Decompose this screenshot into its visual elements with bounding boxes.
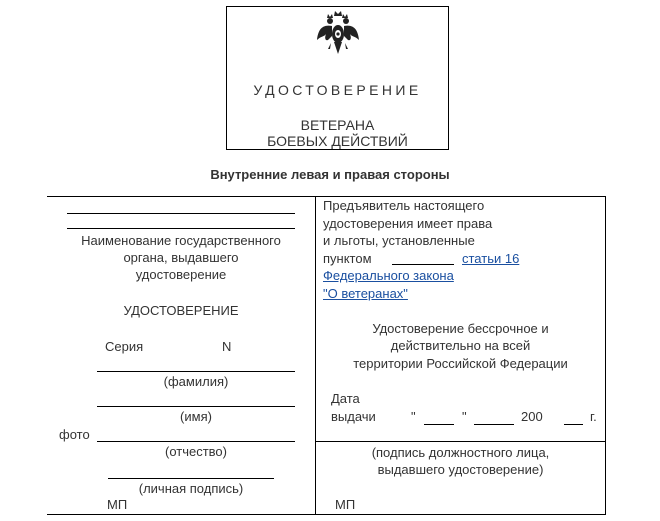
- year-blank: [564, 424, 583, 425]
- issuer-name-line-1: [67, 213, 295, 214]
- rights-line2: удостоверения имеет права: [323, 216, 493, 231]
- official-signature-label-line2: выдавшего удостоверение): [377, 462, 544, 477]
- issuer-name-line-2: [67, 228, 295, 229]
- issue-date-label-line2: выдачи: [331, 409, 376, 424]
- validity-line3: территории Российской Федерации: [353, 356, 568, 371]
- personal-signature-line: [108, 478, 274, 479]
- patronymic-line: [97, 441, 295, 442]
- surname-label: (фамилия): [163, 374, 229, 389]
- photo-label: фото: [59, 427, 90, 442]
- name-line: [97, 406, 295, 407]
- left-stamp-label: МП: [107, 497, 128, 512]
- day-quote-open: ": [411, 409, 416, 424]
- validity-line2: действительно на всей: [390, 338, 531, 353]
- issue-date-label-line1: Дата: [331, 391, 360, 406]
- rights-point-label: пунктом: [323, 251, 372, 266]
- point-number-blank: [392, 264, 454, 265]
- number-label: N: [222, 339, 232, 354]
- signature-area-divider: [315, 441, 606, 442]
- cover-title: УДОСТОВЕРЕНИЕ: [253, 82, 422, 98]
- official-signature-label-line1: (подпись должностного лица,: [371, 445, 550, 460]
- personal-signature-label: (личная подпись): [138, 481, 244, 496]
- cover-subtitle-line1: ВЕТЕРАНА: [300, 117, 375, 133]
- rights-line1: Предъявитель настоящего: [323, 198, 485, 213]
- right-stamp-label: МП: [335, 497, 356, 512]
- surname-line: [97, 371, 295, 372]
- patronymic-label: (отчество): [164, 444, 227, 459]
- inner-sides-caption: Внутренние левая и правая стороны: [210, 167, 450, 182]
- spread-top-border: [47, 196, 606, 197]
- issuer-label-line1: Наименование государственного: [81, 233, 281, 248]
- issuer-label-line2: органа, выдавшего: [123, 250, 239, 265]
- validity-line1: Удостоверение бессрочное и: [372, 321, 549, 336]
- veterans-law-title-link[interactable]: "О ветеранах": [323, 286, 408, 301]
- name-label: (имя): [180, 409, 212, 424]
- spread-right-border: [605, 196, 606, 515]
- left-doc-title: УДОСТОВЕРЕНИЕ: [123, 303, 239, 318]
- law-article-link[interactable]: статьи 16: [462, 251, 520, 266]
- day-quote-close: ": [462, 409, 467, 424]
- spread-bottom-border: [47, 514, 606, 515]
- year-suffix: г.: [590, 409, 597, 424]
- rights-line3: и льготы, установленные: [323, 233, 475, 248]
- series-label: Серия: [105, 339, 144, 354]
- federal-law-link[interactable]: Федерального закона: [323, 268, 454, 283]
- year-prefix: 200: [521, 409, 543, 424]
- double-headed-eagle-icon: [314, 10, 362, 58]
- day-blank: [424, 424, 454, 425]
- cover-subtitle-line2: БОЕВЫХ ДЕЙСТВИЙ: [267, 133, 408, 149]
- issuer-label-line3: удостоверение: [135, 267, 227, 282]
- month-blank: [474, 424, 514, 425]
